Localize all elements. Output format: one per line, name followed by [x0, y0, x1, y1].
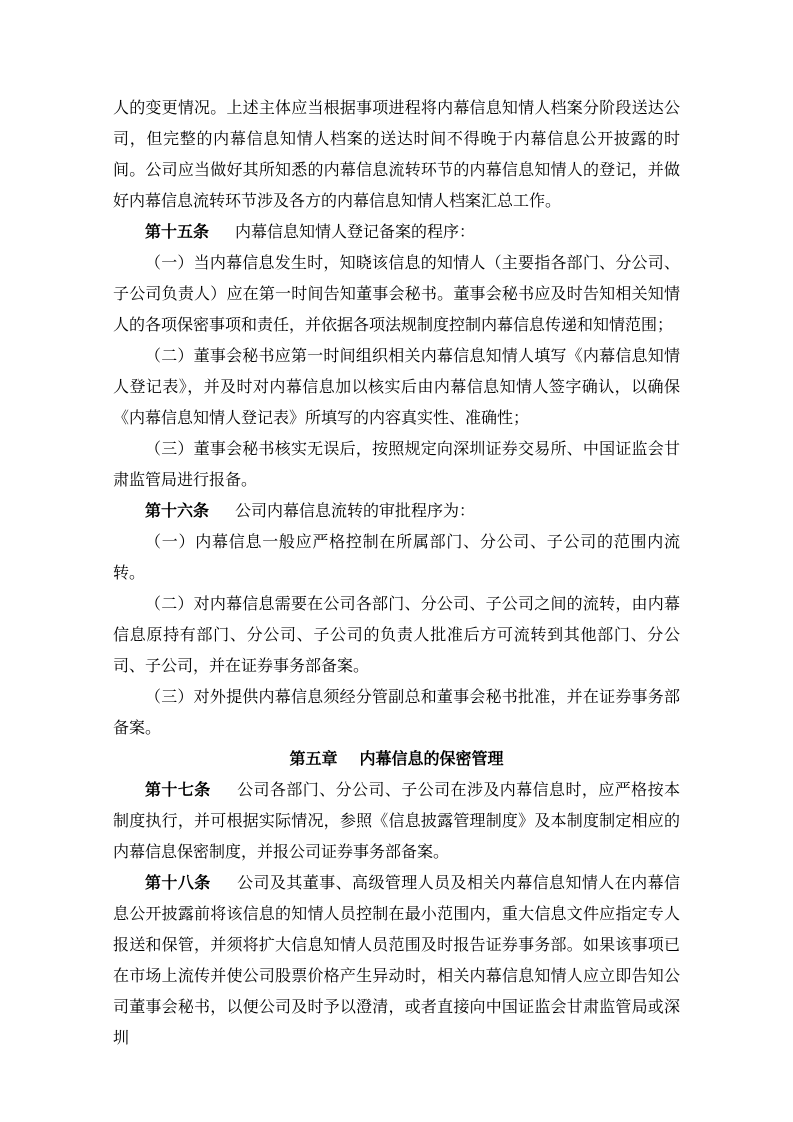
article-15-item-1: （一）当内幕信息发生时，知晓该信息的知情人（主要指各部门、分公司、子公司负责人）应在第一时间告知董事会秘书。董事会秘书应及时告知相关知情人的各项保密事项和责任，并依据各项法规制度控制内幕信息传递和知情范围； — [113, 255, 680, 334]
chapter-5-heading-text: 内幕信息的保密管理 — [343, 751, 504, 768]
article-16-item-1: （一）内幕信息一般应严格控制在所属部门、分公司、子公司的范围内流转。 — [113, 534, 680, 582]
article-17-paragraph-text: 公司各部门、分公司、子公司在涉及内幕信息时，应严格按本制度执行，并可根据实际情况，参照《信息披露管理制度》及本制度制定相应的内幕信息保密制度，并报公司证券事务部备案。 — [113, 782, 680, 861]
article-18-paragraph — [113, 868, 680, 1054]
article-15-title-text: 内幕信息知情人登记备案的程序： — [219, 224, 476, 241]
article-17-paragraph — [113, 775, 680, 868]
document-body — [113, 93, 680, 1054]
article-15-number: 第十五条 — [145, 224, 210, 241]
article-18-number: 第十八条 — [145, 875, 211, 892]
article-16-item-3: （三）对外提供内幕信息须经分管副总和董事会秘书批准，并在证券事务部备案。 — [113, 689, 680, 737]
chapter-5-number: 第五章 — [289, 751, 338, 768]
article-17-number: 第十七条 — [145, 782, 211, 799]
article-16-title-text: 公司内幕信息流转的审批程序为： — [219, 503, 476, 520]
article-15-item-2: （二）董事会秘书应第一时间组织相关内幕信息知情人填写《内幕信息知情人登记表》，并及时对内幕信息加以核实后由内幕信息知情人签字确认，以确保《内幕信息知情人登记表》所填写的内容真实性、准确性； — [113, 348, 680, 427]
article-15-item-3: （三）董事会秘书核实无误后，按照规定向深圳证券交易所、中国证监会甘肃监管局进行报备。 — [113, 441, 680, 489]
article-15-title — [113, 217, 680, 248]
article-16-title — [113, 496, 680, 527]
article-16-number: 第十六条 — [145, 503, 210, 520]
continuation-paragraph: 人的变更情况。上述主体应当根据事项进程将内幕信息知情人档案分阶段送达公司，但完整的内幕信息知情人档案的送达时间不得晚于内幕信息公开披露的时间。公司应当做好其所知悉的内幕信息流转环节的内幕信息知情人的登记，并做好内幕信息流转环节涉及各方的内幕信息知情人档案汇总工作。 — [113, 100, 680, 210]
article-18-paragraph-text: 公司及其董事、高级管理人员及相关内幕信息知情人在内幕信息公开披露前将该信息的知情人员控制在最小范围内，重大信息文件应指定专人报送和保管，并须将扩大信息知情人员范围及时报告证券事务部。如果该事项已在市场上流传并使公司股票价格产生异动时，相关内幕信息知情人应立即告知公司董事会秘书，以便公司及时予以澄清，或者直接向中国证监会甘肃监管局或深圳 — [113, 875, 680, 1047]
article-16-item-2: （二）对内幕信息需要在公司各部门、分公司、子公司之间的流转，由内幕信息原持有部门、分公司、子公司的负责人批准后方可流转到其他部门、分公司、子公司，并在证券事务部备案。 — [113, 596, 680, 675]
chapter-5-heading — [113, 744, 680, 775]
